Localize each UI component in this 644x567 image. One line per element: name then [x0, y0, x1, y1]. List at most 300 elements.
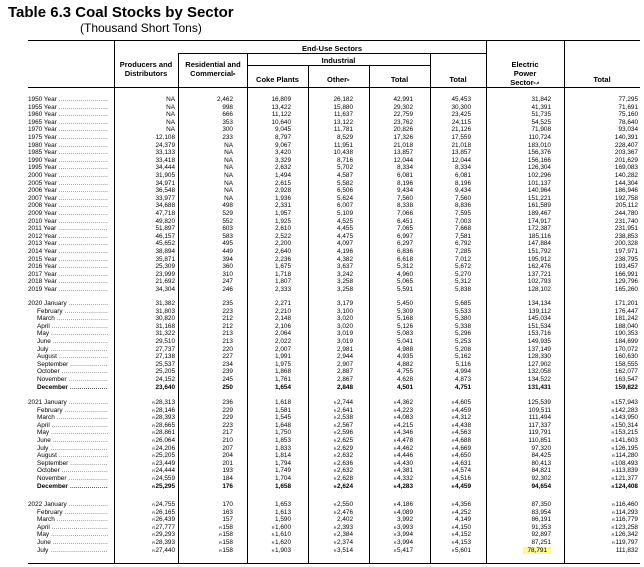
table-cell: [582, 338, 638, 346]
cell-value: 4,516: [455, 475, 471, 482]
table-cell: [582, 233, 638, 241]
cell-value: 204: [222, 452, 233, 460]
table-cell: [415, 531, 471, 539]
table-cell: [495, 460, 551, 468]
table-row: [28, 501, 640, 509]
table-cell: [495, 172, 551, 180]
table-cell: [357, 240, 413, 248]
table-cell: [177, 111, 233, 119]
table-cell: [495, 256, 551, 264]
table-cell: [357, 475, 413, 483]
row-label: February .....: [37, 509, 108, 517]
cell-value: 8,196: [455, 179, 471, 187]
cell-value: 5,450: [397, 300, 413, 307]
table-cell: [297, 368, 353, 376]
cell-value: 8,836: [455, 202, 471, 210]
table-cell: [582, 531, 638, 539]
table-cell: [582, 368, 638, 376]
table-cell: [297, 330, 353, 338]
table-cell: [235, 452, 291, 460]
table-cell: [582, 126, 638, 134]
cell-value: 2,550: [337, 501, 353, 508]
cell-value: 83,954: [531, 508, 551, 516]
cell-value: 10,438: [333, 149, 353, 157]
cell-value: 4,459: [455, 482, 471, 490]
table-cell: [415, 271, 471, 279]
cell-value: 80,413: [531, 459, 551, 467]
table-cell: [177, 338, 233, 346]
row-label: 1995 Year .....: [28, 164, 108, 172]
table-cell: [415, 315, 471, 323]
cell-value: 3,019: [337, 338, 353, 345]
cell-value: 151,221: [527, 194, 551, 202]
table-cell: [415, 384, 471, 392]
revised-footnote: R: [393, 400, 397, 405]
cell-value: 26,439: [155, 516, 175, 524]
table-cell: [357, 353, 413, 361]
cell-value: 5,109: [337, 210, 353, 217]
table-cell: [495, 286, 551, 294]
table-cell: [235, 271, 291, 279]
cell-value: 31,382: [155, 300, 175, 307]
table-cell: [119, 149, 175, 157]
cell-value: 27,440: [155, 546, 175, 554]
cell-value: NA: [224, 172, 233, 179]
revised-footnote: R: [393, 460, 397, 466]
row-label: 1965 Year .....: [28, 119, 108, 127]
cell-value: NA: [224, 141, 233, 149]
cell-value: 92,897: [531, 531, 551, 539]
cell-value: 212: [222, 315, 233, 323]
revised-footnote: R: [333, 445, 337, 451]
cell-value: 23,762: [393, 118, 413, 126]
table-cell: [235, 240, 291, 248]
cell-value: 24,444: [155, 467, 175, 475]
table-cell: [297, 134, 353, 142]
table-cell: [119, 195, 175, 203]
cell-value: 6,297: [397, 240, 413, 248]
cell-value: 189,467: [527, 210, 551, 217]
cell-value: 4,574: [455, 467, 471, 475]
table-cell: [357, 323, 413, 331]
cell-value: 203,367: [614, 149, 638, 157]
table-cell: [357, 104, 413, 112]
table-cell: [357, 429, 413, 437]
cell-value: 239: [222, 368, 233, 376]
table-cell: [415, 338, 471, 346]
table-row: [28, 376, 640, 384]
table-cell: [235, 399, 291, 407]
table-row: [28, 164, 640, 172]
table-row: [28, 233, 640, 241]
table-cell: [119, 240, 175, 248]
table-row: [28, 126, 640, 134]
table-cell: [119, 104, 175, 112]
hdr-end-use-total: Total: [449, 75, 467, 84]
table-cell: [495, 180, 551, 188]
revised-footnote: R: [611, 422, 615, 428]
table-cell: [415, 187, 471, 195]
revised-footnote: R: [611, 502, 615, 507]
table-cell: [235, 330, 291, 338]
table-cell: [177, 233, 233, 241]
cell-value: 141,603: [614, 437, 638, 444]
table-cell: [177, 126, 233, 134]
cell-value: 166,991: [614, 270, 638, 278]
table-cell: [235, 467, 291, 475]
table-cell: [177, 134, 233, 142]
table-cell: [119, 300, 175, 308]
cell-value: 6,007: [337, 202, 353, 210]
table-cell: [582, 308, 638, 316]
cell-value: 111,494: [528, 414, 551, 422]
table-cell: [582, 164, 638, 172]
row-label: September .....: [37, 460, 108, 468]
row-label: June .....: [37, 539, 108, 547]
table-cell: [235, 202, 291, 210]
cell-value: 34,304: [155, 286, 175, 293]
table-cell: [297, 218, 353, 226]
table-cell: [235, 256, 291, 264]
cell-value: 156,166: [527, 156, 551, 164]
cell-value: 169,083: [614, 164, 638, 172]
table-cell: [119, 96, 175, 104]
cell-value: 4,882: [397, 360, 413, 368]
cell-value: 28,861: [155, 429, 175, 437]
table-cell: [177, 96, 233, 104]
cell-value: 23,449: [155, 459, 175, 467]
revised-footnote: R: [393, 509, 397, 515]
cell-value: 27,777: [155, 523, 175, 531]
table-cell: [415, 516, 471, 524]
cell-value: 2,632: [275, 164, 291, 172]
row-label: July .....: [37, 346, 108, 354]
cell-value: 228,407: [614, 141, 638, 149]
cell-value: 5,041: [397, 338, 413, 345]
table-cell: [415, 278, 471, 286]
table-cell: [495, 149, 551, 157]
revised-footnote: R: [451, 468, 455, 474]
table-cell: [297, 263, 353, 271]
table-cell: [357, 180, 413, 188]
cell-value: 449: [222, 248, 233, 255]
cell-value: 33,133: [155, 149, 175, 157]
revised-footnote: R: [152, 502, 155, 507]
table-cell: [415, 467, 471, 475]
revised-footnote: R: [152, 483, 155, 489]
table-cell: [357, 195, 413, 203]
cell-value: 174,917: [527, 217, 551, 225]
cell-value: 156,376: [527, 149, 551, 157]
table-cell: [415, 429, 471, 437]
cell-value: 176,447: [614, 307, 638, 315]
cell-value: 5,591: [397, 286, 413, 293]
table-cell: [415, 119, 471, 127]
table-row: [28, 308, 640, 316]
table-cell: [297, 524, 353, 532]
cell-value: 394: [222, 255, 233, 263]
table-cell: [357, 509, 413, 517]
table-cell: [177, 361, 233, 369]
table-cell: [415, 300, 471, 308]
cell-value: 35,871: [155, 255, 175, 263]
cell-value: 71,908: [531, 126, 551, 134]
cell-value: 84,425: [531, 452, 551, 460]
revised-footnote: R: [152, 476, 155, 481]
table-cell: [582, 516, 638, 524]
cell-value: 24,152: [155, 376, 175, 383]
table-cell: [177, 225, 233, 233]
cell-value: 4,362: [397, 399, 413, 406]
cell-value: 91,353: [531, 523, 551, 531]
cell-value: 227: [222, 353, 233, 361]
cell-value: 4,688: [455, 437, 471, 444]
revised-footnote: R: [451, 502, 455, 507]
cell-value: 102,793: [527, 278, 551, 286]
cell-value: 2,402: [337, 516, 353, 524]
table-cell: [177, 256, 233, 264]
cell-value: 4,150: [455, 523, 471, 531]
cell-value: 244,780: [614, 210, 638, 217]
cell-value: 1,936: [275, 194, 291, 202]
revised-footnote: R: [333, 524, 337, 530]
cell-value: 4,628: [397, 376, 413, 383]
cell-value: 84,821: [531, 467, 551, 475]
cell-value: 1,807: [275, 278, 291, 286]
cell-value: 153,215: [614, 429, 638, 437]
revised-footnote: R: [393, 422, 397, 428]
cell-value: 2,200: [275, 240, 291, 248]
revised-footnote: R: [152, 524, 155, 530]
table-cell: [495, 195, 551, 203]
cell-value: 2,007: [275, 345, 291, 353]
table-cell: [582, 278, 638, 286]
row-label: 2016 Year .....: [28, 263, 108, 271]
cell-value: 158: [222, 523, 233, 531]
table-cell: [297, 460, 353, 468]
cell-value: 21,126: [451, 126, 471, 134]
table-cell: [235, 126, 291, 134]
cell-value: 4,587: [337, 172, 353, 179]
revised-footnote: R: [393, 483, 397, 489]
table-row: [28, 263, 640, 271]
table-cell: [119, 539, 175, 547]
table-cell: [357, 483, 413, 491]
table-cell: [357, 157, 413, 165]
cell-value: 87,251: [531, 539, 551, 546]
cell-value: 3,994: [397, 539, 413, 546]
revised-footnote: R: [451, 460, 455, 466]
table-cell: [495, 263, 551, 271]
cell-value: 1,814: [275, 452, 291, 460]
cell-value: 207: [222, 444, 233, 452]
cell-value: 229: [222, 414, 233, 422]
cell-value: 212: [222, 322, 233, 330]
row-label: 1950 Year .....: [28, 96, 108, 104]
table-cell: [495, 225, 551, 233]
cell-value: 1,653: [275, 501, 291, 508]
table-cell: [495, 233, 551, 241]
revised-footnote: R: [451, 547, 455, 553]
table-cell: [582, 445, 638, 453]
cell-value: 181,242: [614, 315, 638, 323]
cell-value: 193: [222, 467, 233, 475]
table-cell: [297, 501, 353, 509]
cell-value: 28,146: [155, 406, 175, 414]
cell-value: 2,907: [337, 360, 353, 368]
cell-value: 2,615: [275, 179, 291, 187]
table-row: [28, 134, 640, 142]
row-label: 2017 Year .....: [28, 271, 108, 279]
cell-value: 231,951: [614, 225, 638, 233]
revised-footnote: R: [451, 445, 455, 451]
table-row: [28, 422, 640, 430]
revised-footnote: R: [152, 400, 155, 405]
revised-footnote: R: [611, 438, 615, 443]
cell-value: 140,964: [527, 187, 551, 195]
table-cell: [415, 524, 471, 532]
cell-value: 4,446: [397, 452, 413, 460]
cell-value: 119,791: [528, 429, 551, 437]
cell-value: 9,434: [455, 187, 471, 195]
table-cell: [119, 338, 175, 346]
cell-value: 190,353: [614, 330, 638, 338]
revised-footnote: R: [218, 547, 222, 553]
cell-value: 6,506: [337, 187, 353, 195]
table-cell: [297, 271, 353, 279]
table-cell: [357, 368, 413, 376]
table-row: [28, 256, 640, 264]
table-cell: [297, 483, 353, 491]
cell-value: 45,453: [451, 96, 471, 103]
hdr-coke-plants: Coke Plants: [256, 75, 299, 84]
cell-value: 666: [222, 111, 233, 119]
revised-footnote: R: [611, 430, 615, 436]
table-cell: [495, 338, 551, 346]
table-cell: [582, 157, 638, 165]
cell-value: 28,665: [155, 421, 175, 429]
industrial-rule: [247, 65, 430, 66]
cell-value: 31,842: [531, 96, 551, 103]
table-cell: [357, 531, 413, 539]
cell-value: 13,857: [393, 149, 413, 157]
row-label: 1970 Year .....: [28, 126, 108, 134]
table-cell: [119, 233, 175, 241]
cell-value: 2,928: [275, 187, 291, 195]
table-cell: [357, 330, 413, 338]
table-cell: [582, 248, 638, 256]
cell-value: 29,302: [393, 103, 413, 111]
table-row: [28, 210, 640, 218]
table-cell: [297, 172, 353, 180]
cell-value: 158,555: [614, 360, 638, 368]
table-cell: [582, 104, 638, 112]
table-cell: [177, 315, 233, 323]
table-cell: [119, 218, 175, 226]
revised-footnote: R: [611, 400, 615, 405]
table-cell: [235, 172, 291, 180]
cell-value: 200,328: [614, 240, 638, 248]
table-cell: [119, 187, 175, 195]
cell-value: 217: [222, 429, 233, 437]
cell-value: 117,337: [528, 421, 551, 429]
table-cell: [415, 445, 471, 453]
cell-value: 5,208: [455, 345, 471, 353]
table-cell: [495, 452, 551, 460]
table-cell: [119, 278, 175, 286]
cell-value: 4,501: [397, 383, 413, 391]
table-cell: [177, 524, 233, 532]
cell-value: 4,459: [455, 406, 471, 414]
cell-value: 1,991: [275, 353, 291, 361]
cell-value: 23,640: [155, 383, 175, 391]
cell-value: 126,342: [614, 531, 638, 539]
table-cell: [357, 271, 413, 279]
table-cell: [415, 422, 471, 430]
cell-value: 165,260: [614, 286, 638, 293]
cell-value: 1,761: [275, 376, 291, 383]
table-cell: [235, 278, 291, 286]
table-row: [28, 315, 640, 323]
table-cell: [495, 414, 551, 422]
cell-value: 3,019: [337, 330, 353, 338]
page-subtitle: (Thousand Short Tons): [80, 21, 202, 35]
row-label: 2020 January .....: [28, 300, 108, 308]
table-cell: [297, 142, 353, 150]
cell-value: 158: [222, 546, 233, 554]
table-cell: [297, 429, 353, 437]
cell-value: 4,152: [455, 531, 471, 539]
table-cell: [582, 240, 638, 248]
row-label: 2014 Year .....: [28, 248, 108, 256]
cell-value: 2,106: [275, 322, 291, 330]
cell-value: 163,547: [614, 376, 638, 383]
table-cell: [415, 195, 471, 203]
table-cell: [297, 233, 353, 241]
table-cell: [235, 384, 291, 392]
table-cell: [119, 172, 175, 180]
cell-value: 5,672: [455, 263, 471, 271]
table-cell: [235, 509, 291, 517]
cell-value: 201,629: [614, 156, 638, 164]
table-cell: [177, 368, 233, 376]
row-label: October .....: [37, 467, 108, 475]
revised-footnote: R: [393, 438, 397, 443]
cell-value: 5,083: [397, 330, 413, 338]
table-cell: [495, 531, 551, 539]
table-cell: [582, 414, 638, 422]
row-label: July .....: [37, 445, 108, 453]
cell-value: 143,950: [614, 414, 638, 422]
table-cell: [297, 180, 353, 188]
row-label: June .....: [37, 338, 108, 346]
cell-value: 1,648: [275, 421, 291, 429]
revised-footnote: R: [611, 483, 615, 489]
cell-value: 231,740: [614, 217, 638, 225]
table-cell: [177, 278, 233, 286]
table-cell: [357, 501, 413, 509]
table-cell: [495, 119, 551, 127]
table-cell: [582, 172, 638, 180]
table-cell: [582, 422, 638, 430]
table-cell: [582, 376, 638, 384]
cell-value: 1,794: [275, 459, 291, 467]
cell-value: 4,605: [455, 399, 471, 406]
header-bottom-rule: [28, 87, 640, 88]
table-cell: [582, 361, 638, 369]
cell-value: 8,797: [275, 134, 291, 141]
cell-value: 128,330: [527, 353, 551, 361]
